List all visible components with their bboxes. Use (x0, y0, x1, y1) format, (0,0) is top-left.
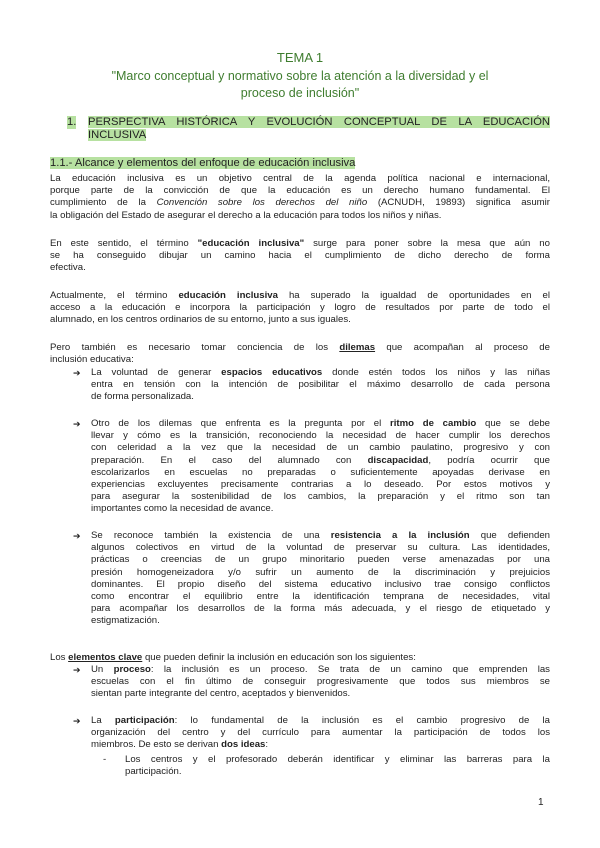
bullet-line: dominantes. El propio diseño del sistema educativo inclusivo trae consigo conflictos (91, 578, 550, 590)
bullet-line: con celeridad a la vez que la necesidad de un cambio paulatino, progresivo y con (91, 442, 550, 454)
dash-line: Los centros y el profesorado deberán identificar y eliminar las barreras para la (125, 754, 550, 765)
section-heading-line1: PERSPECTIVA HISTÓRICA Y EVOLUCIÓN CONCEPTUAL DE LA EDUCACIÓN (88, 116, 550, 128)
bullet-line: Se reconoce también la existencia de una resistencia a la inclusión que defienden (91, 530, 551, 541)
bullet-line: como encontrar el equilibrio entre la identificación temprana de necesidades, vital (91, 591, 550, 603)
bullet-line: sientan parte integrante del centro, aceptados y bienvenidos. (91, 688, 351, 700)
section-number: 1. (67, 116, 77, 128)
page-number: 1 (538, 797, 544, 808)
bullet-line: llevar y cómo es la transición, reconociendo la necesidad de hacer cumplir los derechos (91, 430, 550, 442)
paragraph-1 (50, 173, 550, 222)
section-heading-line2: INCLUSIVA (88, 129, 147, 141)
bullet-line: presión homogeneizadora y/o sufrir un aumento de la discriminación y prejuicios (91, 566, 550, 578)
bullet-line: importantes como la necesidad de avance. (91, 503, 274, 515)
bullet-line: Otro de los dilemas que enfrenta es la pregunta por el ritmo de cambio que se debe (91, 418, 550, 429)
arrow-bullet-icon: ➔ (73, 665, 81, 675)
paragraph-4 (50, 342, 550, 366)
paragraph-2 (50, 238, 550, 275)
bullet-line: experiencias excluyentes precisamente contrarias a lo deseado. Por estos motivos y (91, 479, 550, 491)
paragraph-line: Los elementos clave que pueden definir la inclusión en educación son los siguientes: (50, 652, 416, 663)
paragraph-line: porque parte de la convicción de que la educación es un derecho humano fundamental. El (50, 185, 550, 197)
paragraph-line: la obligación del Estado de asegurar el derecho a la educación para todos los niños y niñas. (50, 209, 442, 221)
bullet-line: estigmatización. (91, 615, 160, 627)
paragraph-line: En este sentido, el término "educación inclusiva" surge para poner sobre la mesa que aún no (50, 238, 550, 249)
arrow-bullet-icon: ➔ (73, 368, 81, 378)
bullet-line: para acompañar los desarrollos de la forma más adecuada, y el riesgo de etiquetado y (91, 603, 550, 615)
document-subtitle-line1: "Marco conceptual y normativo sobre la atención a la diversidad y el (111, 69, 489, 83)
bullet-item (73, 715, 550, 752)
paragraph-line: inclusión educativa: (50, 354, 134, 366)
dash-line: participación. (125, 766, 182, 778)
bullet-line: organización del centro y del currículo para aumentar la participación de todos los (91, 727, 550, 739)
bullet-item (73, 418, 550, 516)
paragraph-line: alumnado, en los centros ordinarios de su entorno, junto a sus iguales. (50, 314, 351, 326)
paragraph-line: cumplimiento de la Convención sobre los derechos del niño (ACNUDH, 19893) significa asumir (50, 197, 550, 209)
bullet-line: Un proceso: la inclusión es un proceso. Se trata de un camino que emprenden las (91, 664, 550, 675)
paragraph-line: Actualmente, el término educación inclusiva ha superado la igualdad de oportunidades en el (50, 290, 550, 301)
bullet-item (73, 367, 550, 404)
paragraph-line: acceso a la educación e incorpora la participación y logro de resultados por parte de todo el (50, 302, 550, 314)
convention-title: Convención sobre los derechos del niño (156, 197, 368, 209)
dash-item (103, 754, 550, 778)
bullet-line: escuelas con el fin último de conseguir progresivamente que todos sus miembros se (91, 676, 550, 688)
bullet-line: La participación: lo fundamental de la inclusión es el cambio progresivo de la (91, 715, 550, 726)
paragraph-5 (50, 652, 550, 664)
bullet-item (73, 664, 550, 701)
bullet-line: escolarizarlos en escuelas no preparadas o suficientemente apoyadas derivase en (91, 466, 550, 478)
section-heading (67, 116, 550, 142)
bullet-line: miembros. De esto se derivan dos ideas: (91, 739, 269, 751)
paragraph-line: se ha conseguido dibujar un camino hacia el cumplimiento de dicho derecho de forma (50, 250, 550, 262)
subsection-heading (50, 157, 355, 170)
paragraph-line: efectiva. (50, 262, 86, 274)
bullet-line: de forma personalizada. (91, 391, 194, 403)
bullet-line: La voluntad de generar espacios educativos donde estén todos los niños y las niñas (91, 367, 551, 378)
bullet-line: preparación. En el caso del alumnado con discapacidad, podría ocurrir que (91, 454, 550, 466)
document-subtitle-line2: proceso de inclusión" (240, 86, 360, 100)
dash-bullet-icon: - (103, 754, 107, 765)
paragraph-line: Pero también es necesario tomar conciencia de los dilemas que acompañan al proceso de (50, 342, 550, 353)
paragraph-line: La educación inclusiva es un objetivo central de la agenda política nacional e internacional, (50, 173, 550, 184)
bullet-line: entra en tensión con la intención de posibilitar el máximo desarrollo de cada persona (91, 379, 550, 391)
document-title: TEMA 1 (276, 50, 324, 65)
paragraph-3 (50, 290, 550, 327)
arrow-bullet-icon: ➔ (73, 419, 81, 429)
arrow-bullet-icon: ➔ (73, 716, 81, 726)
bullet-item (73, 530, 550, 628)
arrow-bullet-icon: ➔ (73, 531, 81, 541)
bullet-line: prácticas o creencias de un grupo minoritario pueden verse amenazadas por una (91, 554, 550, 566)
subsection-heading-text: 1.1.- Alcance y elementos del enfoque de educación inclusiva (50, 157, 356, 169)
bullet-line: algunos colectivos en virtud de la voluntad de preservar su cultura. Las identidades, (91, 542, 550, 554)
bullet-line: para asegurar la sostenibilidad de los cambios, la preparación y el ritmo son tan (91, 491, 550, 503)
